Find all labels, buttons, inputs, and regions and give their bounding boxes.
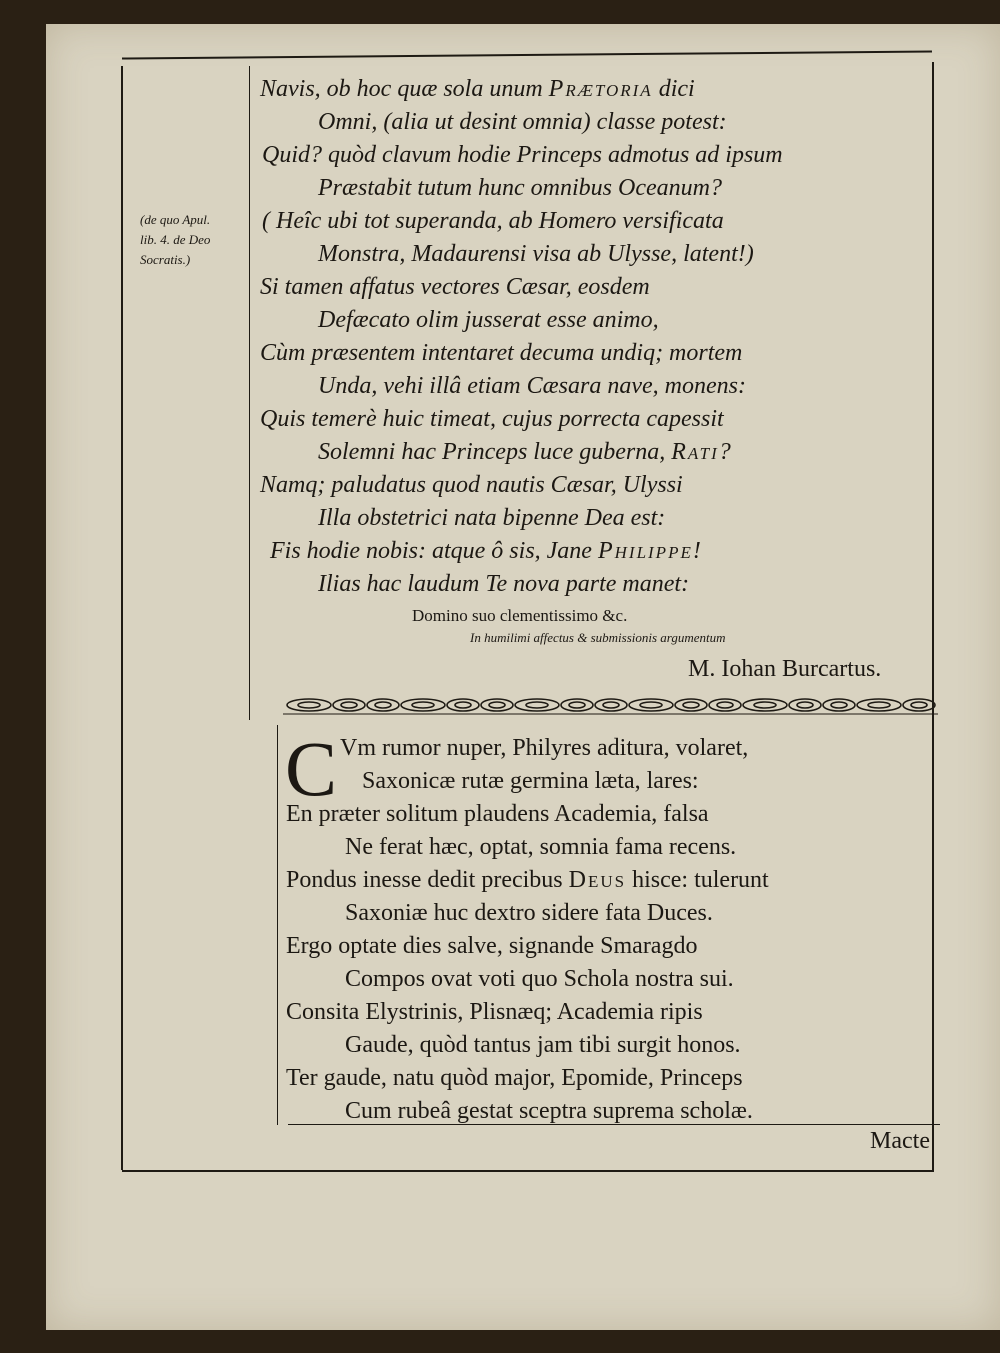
verse-text: Cùm præsentem intentaret decuma undiq; mortem bbox=[260, 340, 743, 366]
ornament-band-icon bbox=[283, 694, 938, 716]
margin-note-line: (de quo Apul. bbox=[140, 212, 211, 227]
verse-text: Ne ferat hæc, optat, somnia fama recens. bbox=[345, 834, 737, 860]
verse-text: Cum rubeâ gestat sceptra suprema scholæ. bbox=[345, 1098, 753, 1124]
verse-text: Pondus inesse dedit precibus bbox=[286, 867, 569, 893]
verse-text: Monstra, Madaurensi visa ab Ulysse, latent!) bbox=[318, 241, 754, 267]
margin-rule bbox=[249, 66, 250, 720]
ornament-loop-inner bbox=[754, 702, 776, 708]
verse-line bbox=[318, 307, 659, 334]
ornament-loop bbox=[287, 699, 331, 711]
bottom-frame-rule bbox=[122, 1170, 934, 1172]
ornament-loop bbox=[857, 699, 901, 711]
ornament-loop-inner bbox=[603, 702, 619, 708]
verse-text: dici bbox=[652, 76, 695, 102]
verse-line bbox=[318, 571, 689, 598]
ornament-loop-inner bbox=[717, 702, 733, 708]
verse-text: Si tamen affatus vectores Cæsar, eosdem bbox=[260, 274, 650, 300]
verse-line bbox=[318, 439, 731, 466]
verse-line bbox=[318, 241, 754, 268]
verse-line bbox=[260, 406, 724, 433]
verse-text: Navis, ob hoc quæ sola unum bbox=[260, 76, 549, 102]
verse-line bbox=[262, 142, 783, 169]
poem2-left-rule bbox=[277, 725, 278, 1125]
small-caps-name: Prætoria bbox=[548, 76, 653, 102]
ornament-loop bbox=[367, 699, 399, 711]
ornament-loop-inner bbox=[455, 702, 471, 708]
ornament-loop bbox=[401, 699, 445, 711]
ornament-loop-inner bbox=[911, 702, 927, 708]
verse-line bbox=[260, 274, 650, 301]
verse-line bbox=[286, 801, 709, 828]
ornament-loop-inner bbox=[797, 702, 813, 708]
small-caps-name: Philippe bbox=[597, 538, 693, 564]
verse-text: Vm rumor nuper, Philyres aditura, volaret, bbox=[340, 735, 749, 761]
ornament-loop bbox=[743, 699, 787, 711]
verse-line bbox=[345, 966, 734, 993]
right-frame-rule bbox=[932, 62, 934, 1172]
verse-line bbox=[286, 1065, 743, 1092]
dedication-line-italic: In humilimi affectus & submissionis argumentum bbox=[470, 630, 726, 645]
verse-line bbox=[340, 735, 748, 762]
small-caps-name: Rati bbox=[671, 439, 719, 465]
ornament-loop-inner bbox=[341, 702, 357, 708]
verse-text: ( Heîc ubi tot superanda, ab Homero versificata bbox=[262, 208, 724, 234]
small-caps-name: Deus bbox=[568, 867, 627, 893]
verse-text: Unda, vehi illâ etiam Cæsara nave, monens: bbox=[318, 373, 746, 399]
verse-line bbox=[286, 999, 703, 1026]
verse-text: Solemni hac Princeps luce guberna, bbox=[318, 439, 672, 465]
ornament-loop-inner bbox=[412, 702, 434, 708]
ornament-loop bbox=[561, 699, 593, 711]
ornament-loop-inner bbox=[375, 702, 391, 708]
ornament-loop-inner bbox=[526, 702, 548, 708]
ornament-loop-inner bbox=[489, 702, 505, 708]
verse-text: Ilias hac laudum Te nova parte manet: bbox=[318, 571, 690, 597]
drop-cap: C bbox=[285, 725, 338, 812]
verse-line bbox=[318, 175, 722, 202]
ornament-loop bbox=[709, 699, 741, 711]
verse-line bbox=[262, 208, 724, 235]
margin-note bbox=[140, 210, 210, 270]
ornament-loop bbox=[515, 699, 559, 711]
verse-text: Saxoniæ huc dextro sidere fata Duces. bbox=[345, 900, 713, 926]
ornament-loop bbox=[675, 699, 707, 711]
verse-text: En præter solitum plaudens Academia, falsa bbox=[286, 801, 709, 827]
verse-text: Compos ovat voti quo Schola nostra sui. bbox=[345, 966, 734, 992]
verse-text: ? bbox=[718, 439, 731, 465]
left-frame-rule bbox=[121, 66, 123, 1170]
ornament-loop-inner bbox=[298, 702, 320, 708]
signature: M. Iohan Burcartus. bbox=[688, 656, 882, 682]
margin-note-line: lib. 4. de Deo bbox=[140, 232, 211, 247]
verse-line bbox=[318, 109, 727, 136]
verse-text: Gaude, quòd tantus jam tibi surgit honos. bbox=[345, 1032, 741, 1058]
verse-text: Quis temerè huic timeat, cujus porrecta capessit bbox=[260, 406, 724, 432]
ornament-loop bbox=[333, 699, 365, 711]
verse-line bbox=[286, 867, 769, 894]
dedication-line: Domino suo clementissimo &c. bbox=[412, 606, 628, 625]
verse-line bbox=[260, 76, 695, 103]
ornament-loop-inner bbox=[868, 702, 890, 708]
ornament-loop bbox=[823, 699, 855, 711]
ornament-loop bbox=[481, 699, 513, 711]
verse-line bbox=[362, 768, 699, 795]
catchword: Macte bbox=[870, 1128, 930, 1154]
ornament-loop-inner bbox=[569, 702, 585, 708]
verse-text: Saxonicæ rutæ germina læta, lares: bbox=[362, 768, 699, 794]
ornament-loop-inner bbox=[831, 702, 847, 708]
verse-line bbox=[270, 538, 701, 565]
verse-text: Ergo optate dies salve, signande Smaragdo bbox=[286, 933, 698, 959]
ornament-loop bbox=[629, 699, 673, 711]
verse-line bbox=[260, 340, 742, 367]
ornament-loop bbox=[595, 699, 627, 711]
verse-line bbox=[286, 933, 697, 960]
ornament-loop-inner bbox=[640, 702, 662, 708]
verse-text: ! bbox=[692, 538, 701, 564]
ornament-loop bbox=[903, 699, 935, 711]
verse-line bbox=[318, 505, 665, 532]
verse-line bbox=[318, 373, 746, 400]
margin-note-line: Socratis.) bbox=[140, 252, 191, 267]
verse-text: Ter gaude, natu quòd major, Epomide, Princeps bbox=[286, 1065, 743, 1091]
verse-text: Namq; paludatus quod nautis Cæsar, Ulyssi bbox=[260, 472, 683, 498]
verse-text: Præstabit tutum hunc omnibus Oceanum? bbox=[318, 175, 722, 201]
verse-text: Consita Elystrinis, Plisnæq; Academia ripis bbox=[286, 999, 703, 1025]
verse-text: Fis hodie nobis: atque ô sis, Jane bbox=[270, 538, 598, 564]
verse-line bbox=[345, 834, 736, 861]
verse-text: Illa obstetrici nata bipenne Dea est: bbox=[318, 505, 666, 531]
verse-line bbox=[345, 900, 713, 927]
ornament-loop-inner bbox=[683, 702, 699, 708]
verse-text: Omni, (alia ut desint omnia) classe potest: bbox=[318, 109, 727, 135]
verse-text: Defæcato olim jusserat esse animo, bbox=[318, 307, 659, 333]
verse-line bbox=[260, 472, 683, 499]
verse-line bbox=[345, 1098, 753, 1125]
verse-line bbox=[345, 1032, 741, 1059]
verse-text: hisce: tulerunt bbox=[626, 867, 769, 893]
ornament-loop bbox=[789, 699, 821, 711]
verse-text: Quid? quòd clavum hodie Princeps admotus ad ipsum bbox=[262, 142, 783, 168]
ornament-loop bbox=[447, 699, 479, 711]
